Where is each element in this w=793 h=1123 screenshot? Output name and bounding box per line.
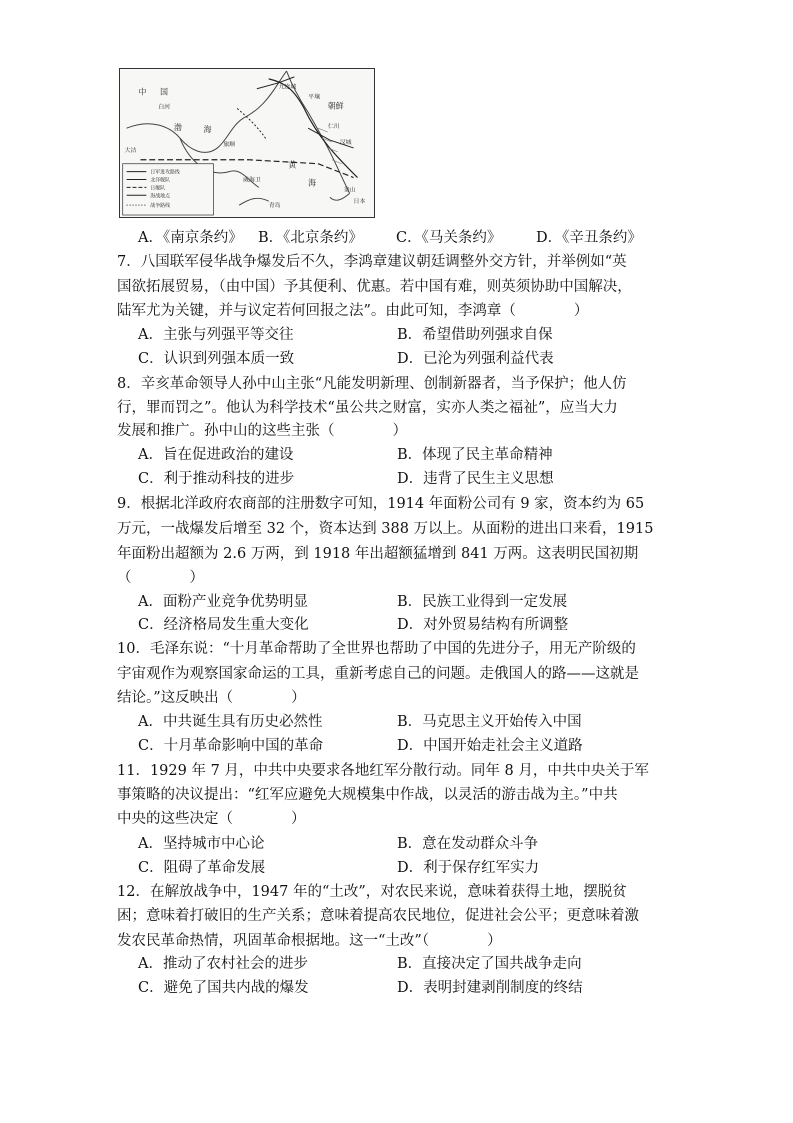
map-label-huang: 黄 <box>288 160 297 170</box>
map-label-zhong: 中 <box>138 87 147 97</box>
map-label-bo: 渤 <box>173 123 182 133</box>
q9-option-d[interactable]: D．对外贸易结构有所调整 <box>397 617 569 633</box>
q8-option-d[interactable]: D．违背了民生主义思想 <box>397 471 554 487</box>
q6-option-a[interactable]: A．《南京条约》 <box>138 230 243 246</box>
map-label-hancheng: 汉城 <box>339 139 352 146</box>
q9-option-c[interactable]: C．经济格局发生重大变化 <box>138 617 309 633</box>
map-legend-3: 日舰队 <box>150 185 166 192</box>
map-legend-5: 战争路线 <box>150 203 171 210</box>
q7-option-d[interactable]: D．已沦为列强利益代表 <box>397 351 554 367</box>
q10-option-c[interactable]: C．十月革命影响中国的革命 <box>138 738 324 754</box>
q9-stem-line-3: 年面粉出超额为 2.6 万两，到 1918 年出超额猛增到 841 万两。这表明民国初期 <box>117 546 639 562</box>
map-label-renchuan: 仁川 <box>327 124 340 131</box>
map-label-hai2: 海 <box>308 178 317 188</box>
q8-stem-line-1: 8．辛亥革命领导人孙中山主张“凡能发明新理、创制新器者，当予保护；他人仿 <box>117 376 627 392</box>
q12-option-b[interactable]: B．直接决定了国共战争走向 <box>397 956 582 972</box>
q10-option-a[interactable]: A．中共诞生具有历史必然性 <box>138 714 323 730</box>
map-label-lushun: 旅顺 <box>223 141 236 148</box>
q10-stem-line-3: 结论。”这反映出（ ） <box>117 690 306 706</box>
map-label-jiulian: 九连城 <box>278 84 297 91</box>
q6-option-c[interactable]: C．《马关条约》 <box>396 230 502 246</box>
map-label-pingrang: 平壤 <box>308 94 321 101</box>
q9-stem-line-4: （ ） <box>117 570 204 586</box>
q11-stem-line-3: 中央的这些决定（ ） <box>117 811 306 827</box>
q12-option-a[interactable]: A．推动了农村社会的进步 <box>138 956 308 972</box>
q11-stem-line-2: 事策略的决议提出：“红军应避免大规模集中作战，以灵活的游击战为主。”中共 <box>117 787 618 803</box>
q12-option-d[interactable]: D．表明封建剥削制度的终结 <box>397 980 583 996</box>
q11-option-b[interactable]: B．意在发动群众斗争 <box>397 836 539 852</box>
map-label-qingdao: 青岛 <box>268 203 281 210</box>
q10-stem-line-2: 宇宙观作为观察国家命运的工具，重新考虑自己的问题。走俄国人的路——这就是 <box>117 666 639 682</box>
q12-stem-line-3: 发农民革命热情，巩固革命根据地。这一“土改”（ ） <box>117 933 502 949</box>
q11-option-d[interactable]: D．利于保存红军实力 <box>397 860 540 876</box>
q12-option-c[interactable]: C．避免了国共内战的爆发 <box>138 980 309 996</box>
map-label-guo: 国 <box>160 87 169 97</box>
q7-stem-line-1: 7．八国联军侵华战争爆发后不久，李鸿章建议朝廷调整外交方针，并举例如“英 <box>117 254 627 270</box>
map-drawing <box>120 69 374 217</box>
q10-stem-line-1: 10．毛泽东说：“十月革命帮助了全世界也帮助了中国的先进分子，用无产阶级的 <box>117 641 636 657</box>
q6-option-d[interactable]: D．《辛丑条约》 <box>536 230 642 246</box>
q8-option-a[interactable]: A．旨在促进政治的建设 <box>138 447 294 463</box>
map-label-hai: 海 <box>203 125 212 135</box>
q8-option-c[interactable]: C．利于推动科技的进步 <box>138 471 295 487</box>
sino-japanese-war-map <box>119 68 375 218</box>
q7-stem-line-3: 陆军尤为关键，并与议定若何回报之法”。由此可知，李鸿章（ ） <box>117 303 589 319</box>
q12-stem-line-1: 12．在解放战争中，1947 年的“土改”，对农民来说，意味着获得土地，摆脱贫 <box>117 884 627 900</box>
q7-stem-line-2: 国欲拓展贸易，（由中国）予其便利、优惠。若中国有难，则英须协助中国解决， <box>117 279 632 295</box>
map-label-dagu: 大沽 <box>124 147 137 154</box>
q9-stem-line-1: 9．根据北洋政府农商部的注册数字可知，1914 年面粉公司有 9 家，资本约为 65 <box>117 496 645 512</box>
map-label-baihe: 白河 <box>158 104 171 111</box>
q9-stem-line-2: 万元，一战爆发后增至 32 个，资本达到 388 万以上。从面粉的进出口来看，1915 <box>117 521 654 537</box>
q9-option-b[interactable]: B．民族工业得到一定发展 <box>397 594 568 610</box>
q7-option-b[interactable]: B．希望借助列强求自保 <box>397 327 553 343</box>
q9-option-a[interactable]: A．面粉产业竞争优势明显 <box>138 594 308 610</box>
q11-stem-line-1: 11．1929 年 7 月，中共中央要求各地红军分散行动。同年 8 月，中共中央关于军 <box>117 763 649 779</box>
map-label-riben: 日本 <box>353 199 366 206</box>
q10-option-d[interactable]: D．中国开始走社会主义道路 <box>397 738 583 754</box>
q6-option-b[interactable]: B．《北京条约》 <box>258 230 363 246</box>
q7-option-c[interactable]: C．认识到列强本质一致 <box>138 351 295 367</box>
q12-stem-line-2: 困；意味着打破旧的生产关系；意味着提高农民地位，促进社会公平；更意味着激 <box>117 908 639 924</box>
q7-option-a[interactable]: A．主张与列强平等交往 <box>138 327 294 343</box>
map-legend-1: 日军进攻路线 <box>150 169 180 176</box>
map-label-weihai: 威海卫 <box>243 177 261 184</box>
q11-option-c[interactable]: C．阻碍了革命发展 <box>138 860 266 876</box>
q8-stem-line-3: 发展和推广。孙中山的这些主张（ ） <box>117 423 407 439</box>
map-label-chaoxian: 朝鲜 <box>327 101 344 111</box>
q10-option-b[interactable]: B．马克思主义开始传入中国 <box>397 714 582 730</box>
map-label-fushan: 釜山 <box>343 187 356 194</box>
map-legend-4: 海战地点 <box>150 193 171 200</box>
q8-option-b[interactable]: B．体现了民主革命精神 <box>397 447 553 463</box>
map-legend-2: 北洋舰队 <box>150 177 171 184</box>
q8-stem-line-2: 行，罪而罚之”。他认为科学技术“虽公共之财富，实亦人类之福祉”，应当大力 <box>117 400 618 416</box>
q11-option-a[interactable]: A．坚持城市中心论 <box>138 836 265 852</box>
